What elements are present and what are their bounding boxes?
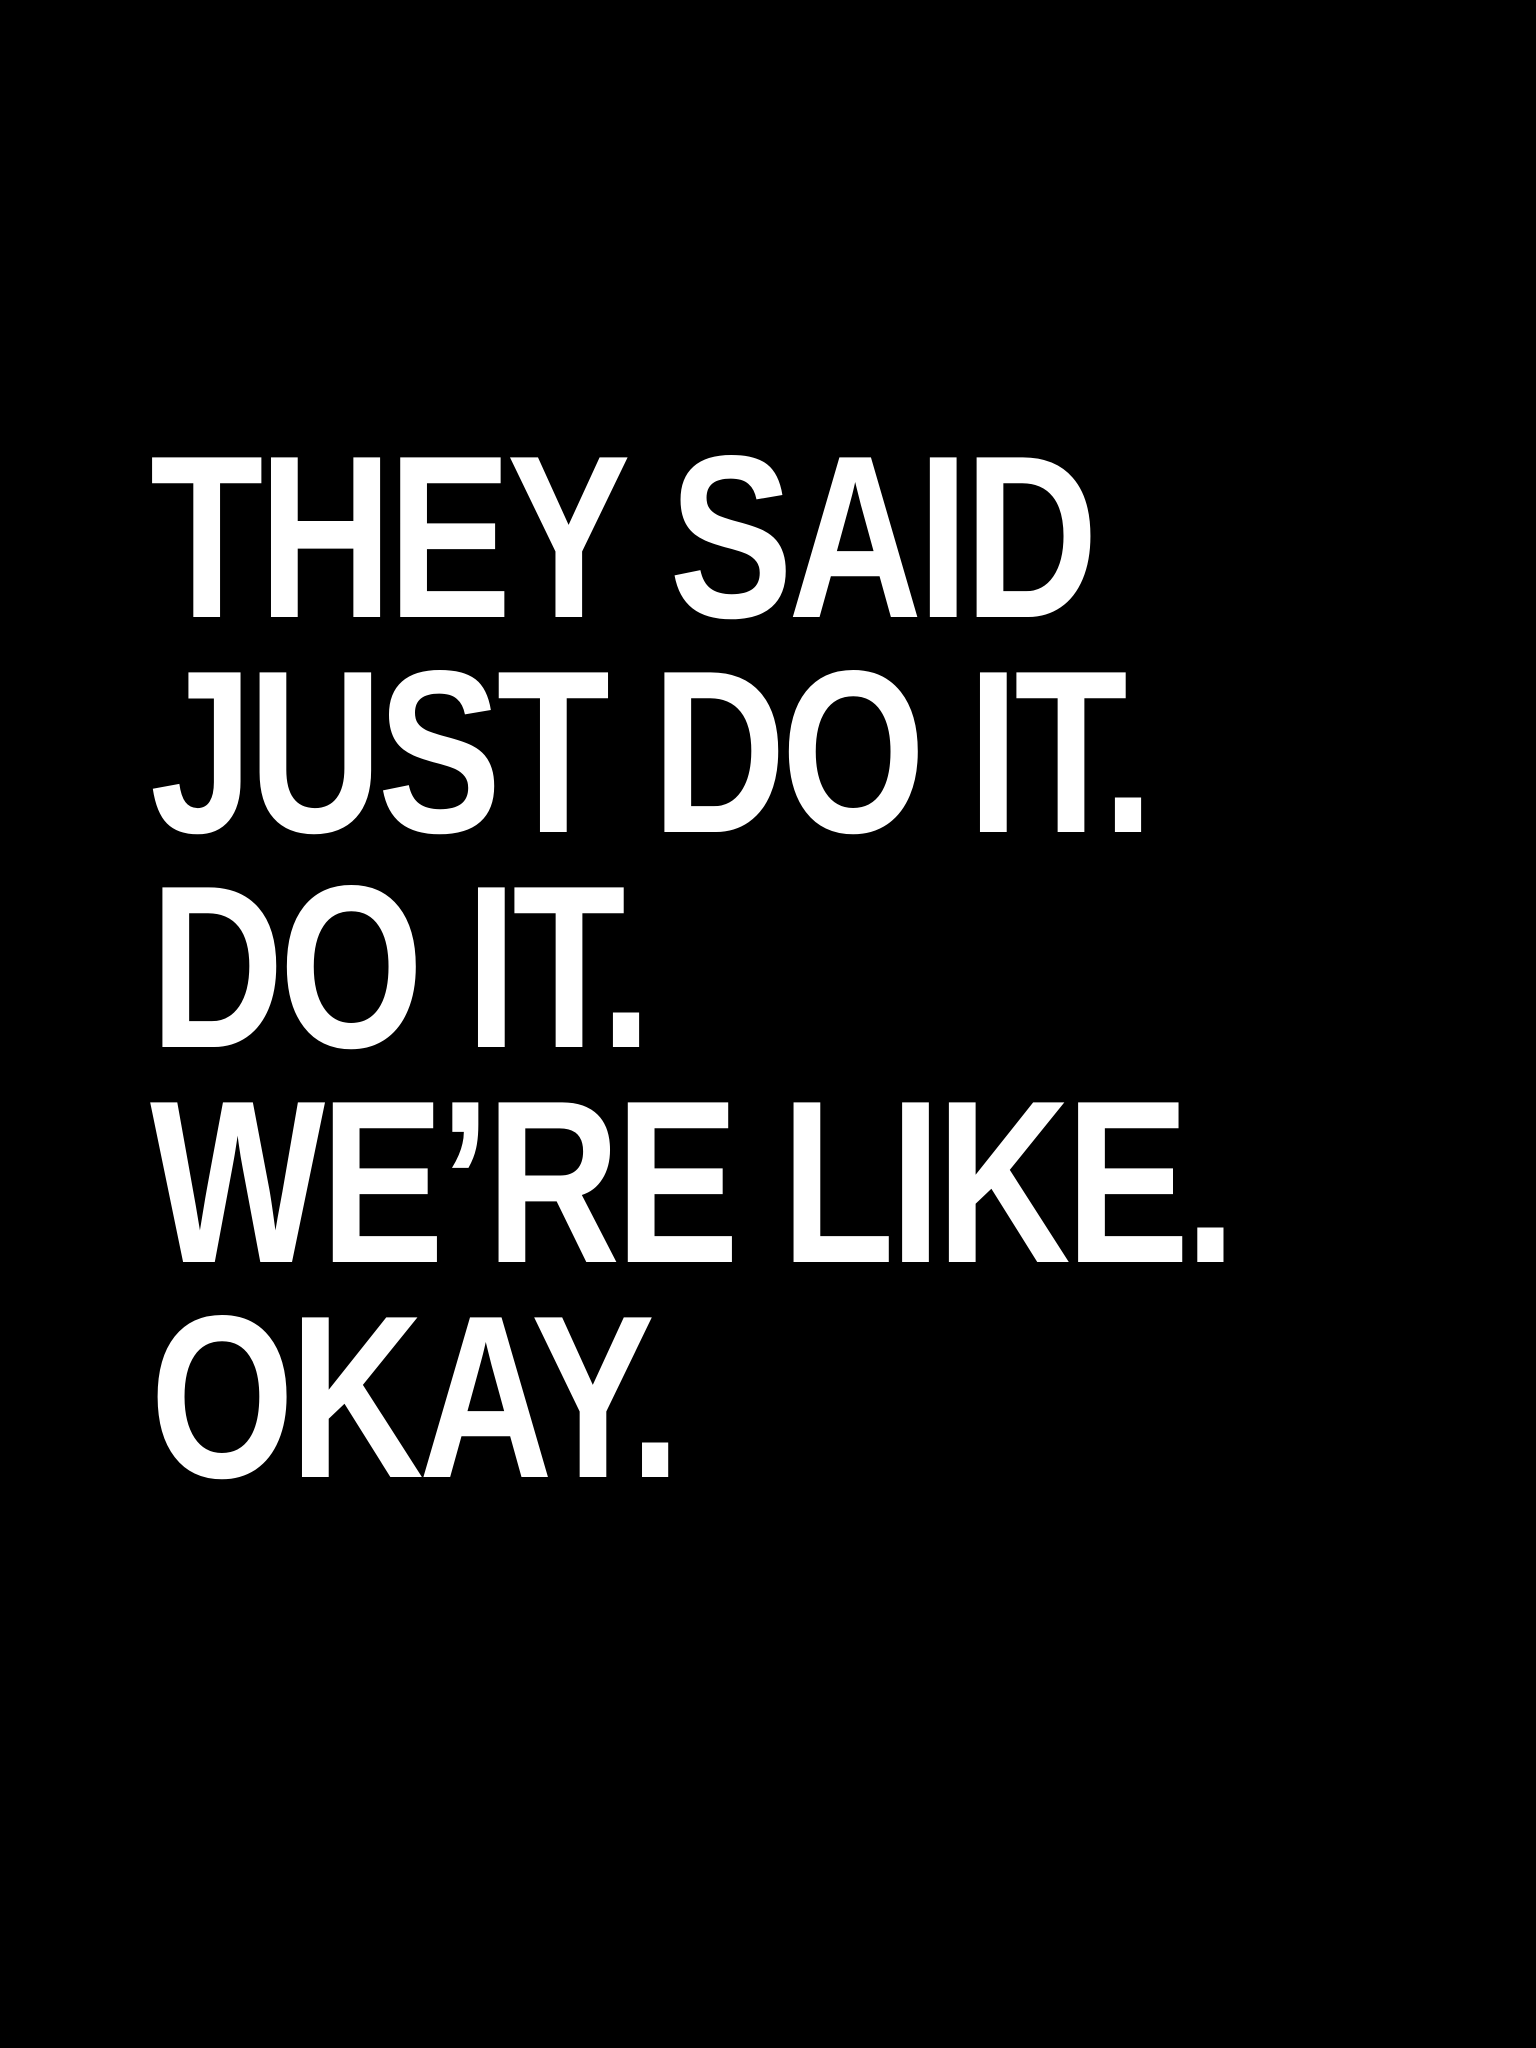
quote-line-4: WE’RE LIKE. [150,1053,1232,1312]
quote-line-1: THEY SAID [150,408,1094,667]
quote-text [150,408,1502,1527]
quote-line-2: JUST DO IT. [150,623,1150,882]
quote-line-3: DO IT. [150,838,648,1097]
quote-line-5: OKAY. [150,1268,677,1527]
